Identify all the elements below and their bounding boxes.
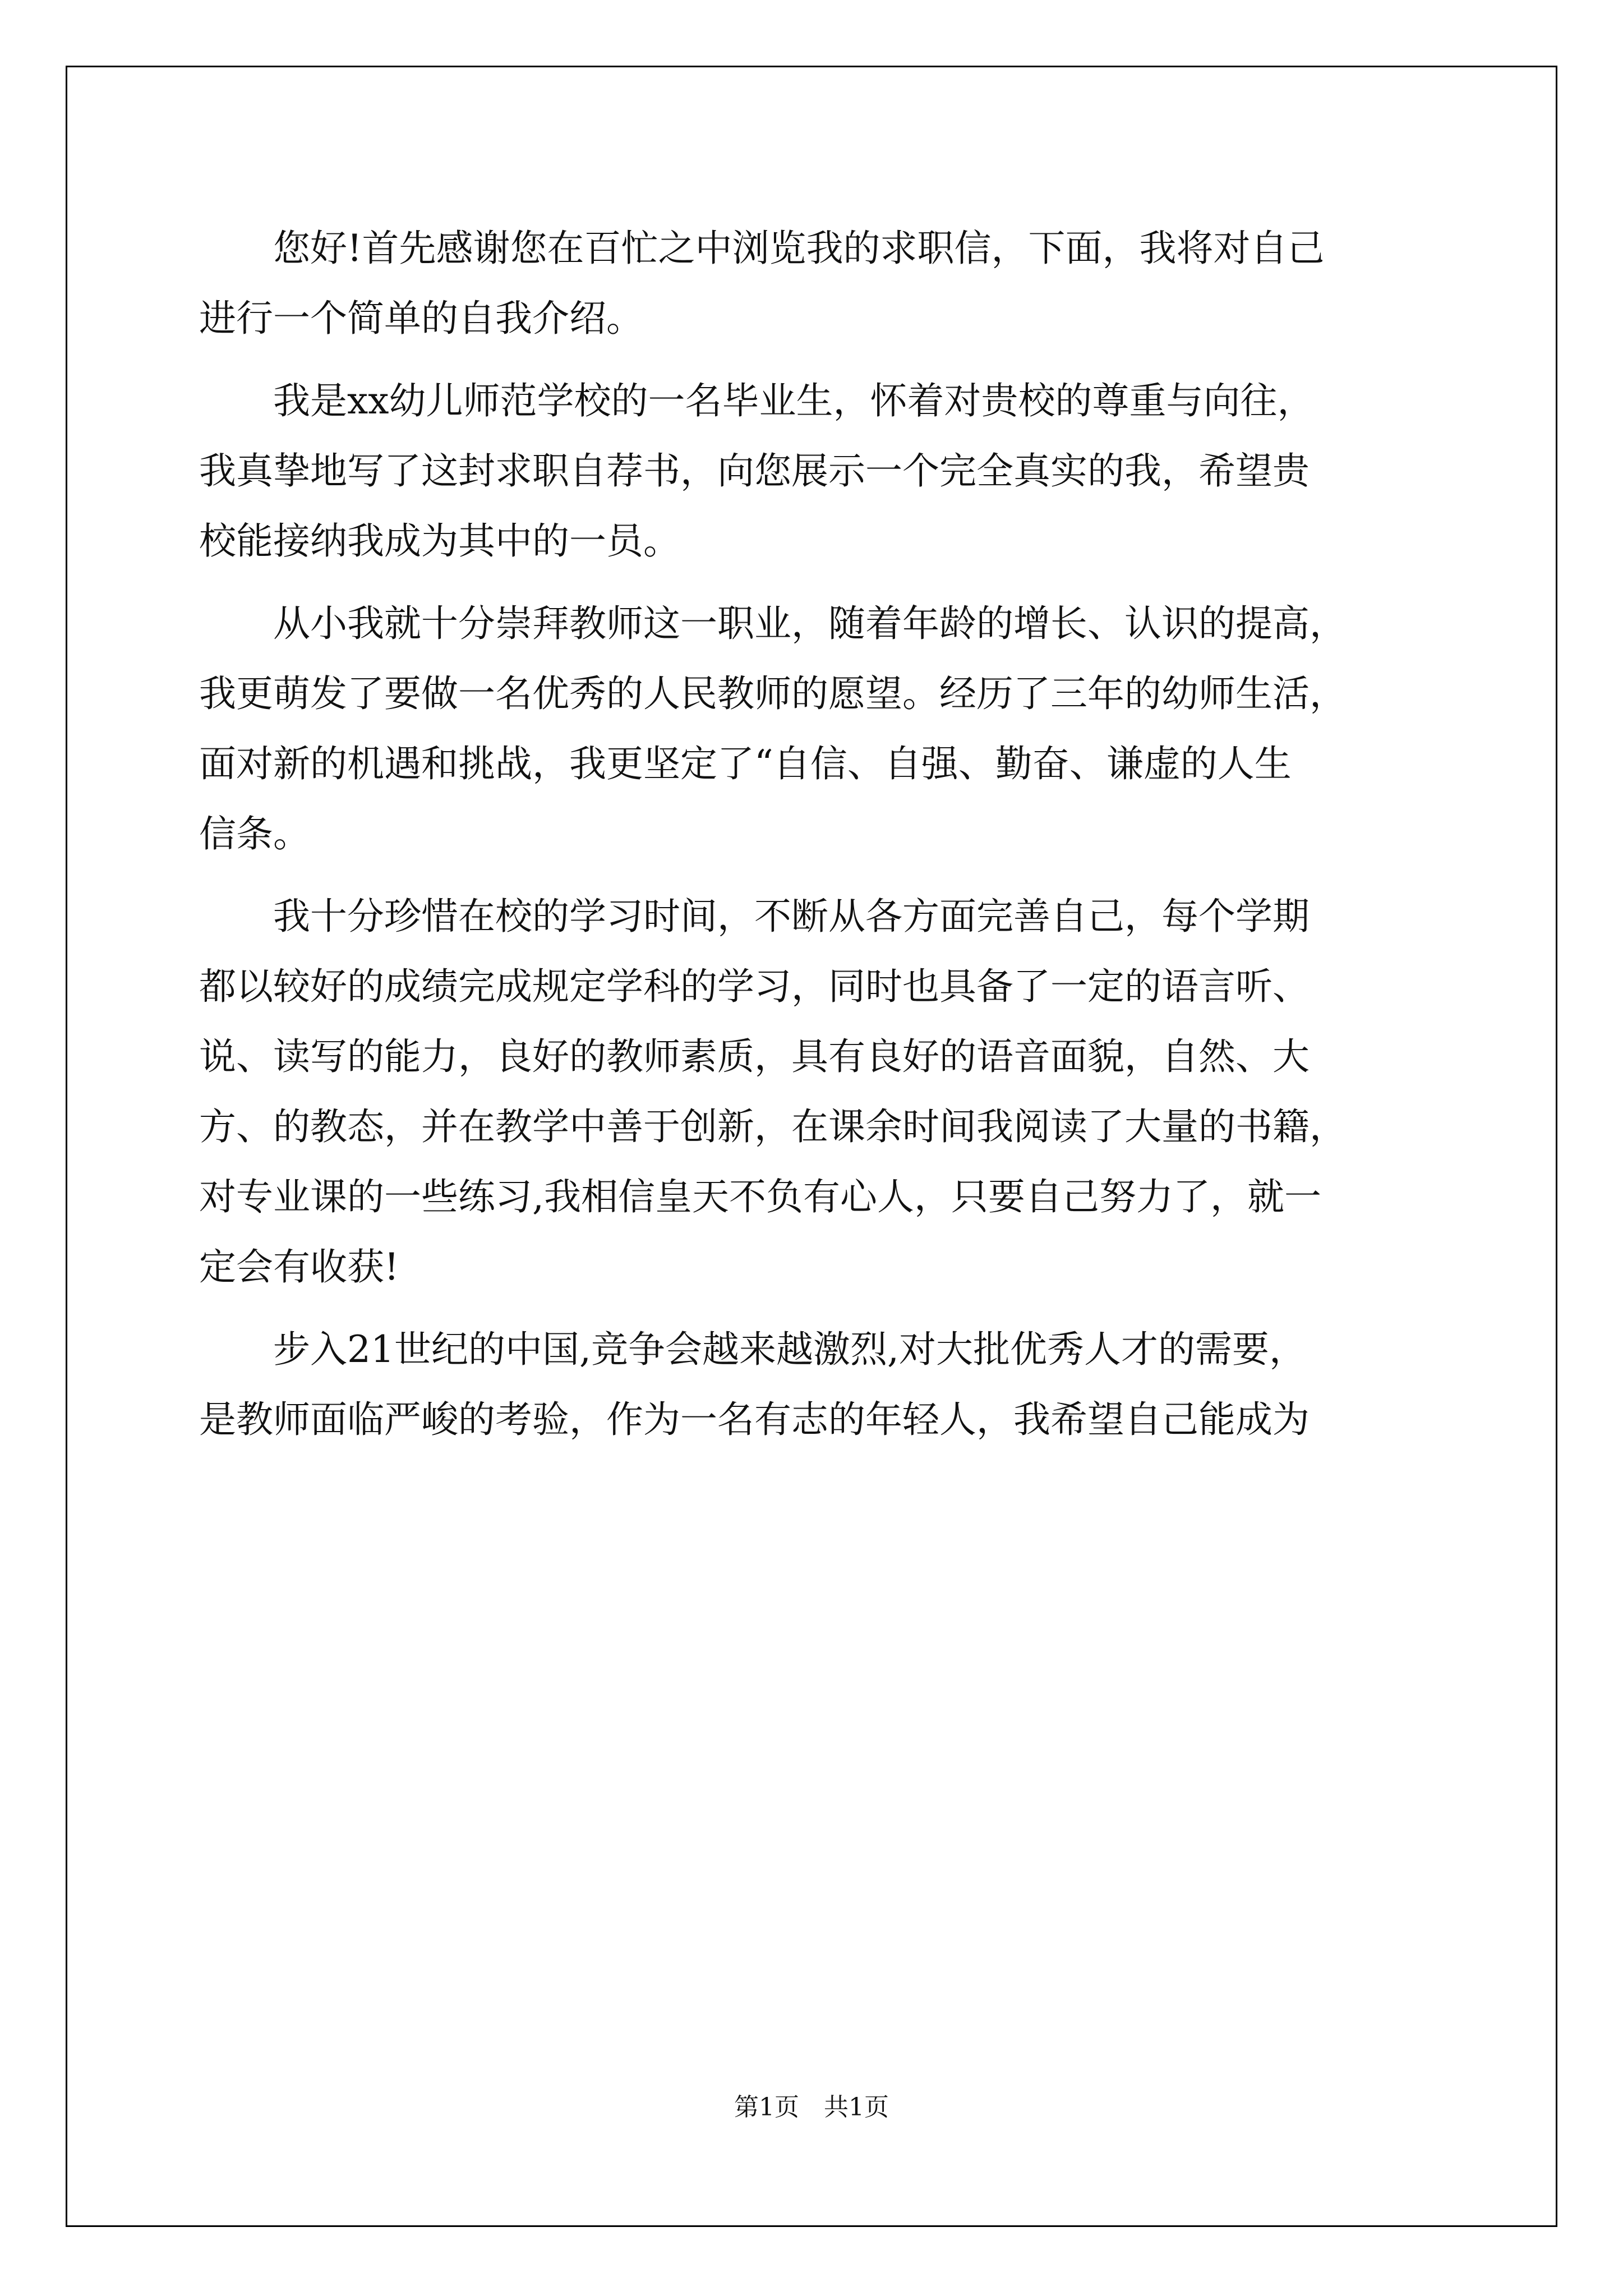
paragraph	[199, 213, 1444, 353]
paragraph	[199, 881, 1444, 1302]
text-line: 都以较好的成绩完成规定学科的学习，同时也具备了一定的语言听、	[199, 965, 1310, 1008]
text-line: 从小我就十分崇拜教师这一职业，随着年龄的增长、认识的提高，	[199, 602, 1347, 645]
paragraph	[199, 588, 1444, 869]
paragraph	[199, 1314, 1444, 1455]
text-line: 定会有收获!	[199, 1245, 399, 1289]
text-line: 步入21世纪的中国,竞争会越来越激烈,对大批优秀人才的需要，	[199, 1328, 1306, 1371]
text-line: 方、的教态，并在教学中善于创新，在课余时间我阅读了大量的书籍，	[199, 1105, 1347, 1148]
text-line: 您好!首先感谢您在百忙之中浏览我的求职信，下面，我将对自己	[199, 227, 1325, 270]
paragraph	[199, 366, 1444, 576]
text-line: 信条。	[199, 812, 310, 855]
text-line: 面对新的机遇和挑战，我更坚定了“自信、自强、勤奋、谦虚的人生	[199, 742, 1292, 785]
text-line: 我真挚地写了这封求职自荐书，向您展示一个完全真实的我，希望贵	[199, 449, 1310, 493]
text-line: 我更萌发了要做一名优秀的人民教师的愿望。经历了三年的幼师生活，	[199, 672, 1347, 715]
page-footer: 第1页 共1页	[734, 2093, 889, 2122]
text-line: 对专业课的一些练习,我相信皇天不负有心人，只要自己努力了，就一	[199, 1175, 1321, 1218]
text-line: 是教师面临严峻的考验，作为一名有志的年轻人，我希望自己能成为	[199, 1398, 1310, 1441]
letter-body	[199, 213, 1444, 1455]
text-line: 我是xx幼儿师范学校的一名毕业生，怀着对贵校的尊重与向往，	[199, 379, 1315, 422]
text-line: 校能接纳我成为其中的一员。	[199, 519, 680, 563]
text-line: 说、读写的能力，良好的教师素质，具有良好的语音面貌，自然、大	[199, 1035, 1310, 1078]
text-line: 进行一个简单的自我介绍。	[199, 297, 643, 340]
text-line: 我十分珍惜在校的学习时间，不断从各方面完善自己，每个学期	[199, 895, 1310, 938]
